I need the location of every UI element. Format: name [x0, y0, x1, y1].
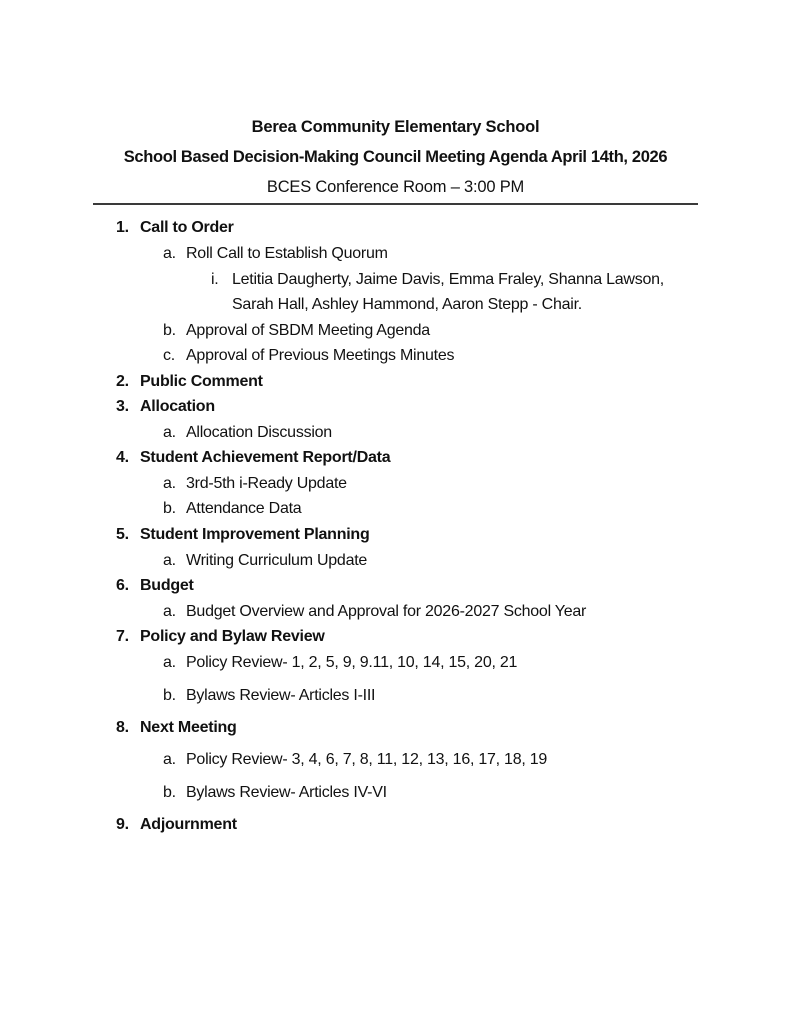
- subitem-letter: b.: [163, 784, 176, 801]
- item-number: 8.: [116, 719, 129, 736]
- meeting-location-time: BCES Conference Room – 3:00 PM: [266, 178, 525, 196]
- item-number: 1.: [116, 219, 129, 236]
- item-title: Adjournment: [140, 816, 237, 833]
- subitem-letter: a.: [163, 424, 176, 441]
- item-number: 3.: [116, 398, 129, 415]
- item-title: Policy and Bylaw Review: [140, 628, 325, 645]
- item-title: Allocation: [140, 398, 215, 415]
- item-number: 6.: [116, 577, 129, 594]
- item-number: 7.: [116, 628, 129, 645]
- item-number: 2.: [116, 373, 129, 390]
- item-title: Call to Order: [140, 219, 234, 236]
- item-title: Next Meeting: [140, 719, 237, 736]
- subitem-letter: a.: [163, 475, 176, 492]
- subitem-letter: c.: [163, 347, 175, 364]
- subitem-letter: a.: [163, 245, 176, 262]
- item-title: Public Comment: [140, 373, 263, 390]
- subitem-text: Approval of Previous Meetings Minutes: [186, 347, 455, 364]
- meeting-title: School Based Decision-Making Council Meeting Agenda April 14th, 2026: [123, 148, 668, 166]
- subitem-text: Approval of SBDM Meeting Agenda: [186, 322, 430, 339]
- subitem-text: Allocation Discussion: [186, 424, 332, 441]
- subitem-text: Attendance Data: [186, 500, 302, 517]
- subitem-letter: a.: [163, 751, 176, 768]
- item-number: 5.: [116, 526, 129, 543]
- subitem-letter: b.: [163, 322, 176, 339]
- subitem-letter: a.: [163, 603, 176, 620]
- subitem-letter: b.: [163, 500, 176, 517]
- school-name: Berea Community Elementary School: [251, 118, 540, 136]
- header-divider: [93, 203, 698, 205]
- item-number: 9.: [116, 816, 129, 833]
- subitem-text: Roll Call to Establish Quorum: [186, 245, 388, 262]
- subitem-letter: a.: [163, 552, 176, 569]
- item-number: 4.: [116, 449, 129, 466]
- item-title: Student Improvement Planning: [140, 526, 370, 543]
- subitem-text: Bylaws Review- Articles I-III: [186, 687, 376, 704]
- subitem-text: Writing Curriculum Update: [186, 552, 368, 569]
- subitem-text: 3rd-5th i-Ready Update: [186, 475, 347, 492]
- item-title: Student Achievement Report/Data: [140, 449, 391, 466]
- members-line-1: Letitia Daugherty, Jaime Davis, Emma Fraley, Shanna Lawson,: [232, 271, 664, 288]
- item-title: Budget: [140, 577, 194, 594]
- subitem-text: Bylaws Review- Articles IV-VI: [186, 784, 387, 801]
- subitem-text: Policy Review- 1, 2, 5, 9, 9.11, 10, 14, 15, 20, 21: [186, 654, 518, 671]
- subitem-text: Policy Review- 3, 4, 6, 7, 8, 11, 12, 13, 16, 17, 18, 19: [186, 751, 548, 768]
- subitem-letter: b.: [163, 687, 176, 704]
- subsubitem-numeral: i.: [211, 271, 219, 288]
- subitem-letter: a.: [163, 654, 176, 671]
- subitem-text: Budget Overview and Approval for 2026-2027 School Year: [186, 603, 587, 620]
- members-line-2: Sarah Hall, Ashley Hammond, Aaron Stepp - Chair.: [232, 296, 582, 313]
